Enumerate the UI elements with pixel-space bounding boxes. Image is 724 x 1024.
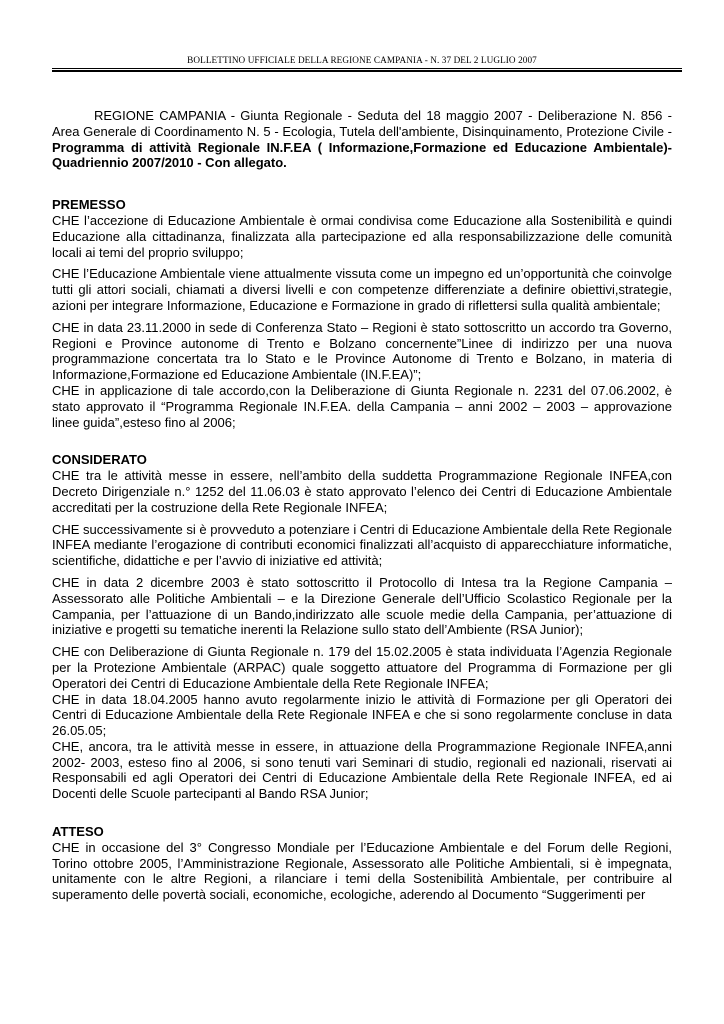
considerato-paragraph-4: CHE con Deliberazione di Giunta Regionale n. 179 del 15.02.2005 è stata individuata l’Agenzia Regionale per la Protezione Ambientale (ARPAC) quale soggetto attuatore del Programma di Formazione per gli Operatori dei Centri di Educazione Ambientale della Rete Regionale INFEA; [52, 644, 672, 691]
considerato-paragraph-3: CHE in data 2 dicembre 2003 è stato sottoscritto il Protocollo di Intesa tra la Regione Campania – Assessorato alle Politiche Ambientali – e la Direzione Generale dell’Ufficio Scolastico Regionale per la Campania, per l’attuazione di un Bando,indirizzato alle scuole medie della Campania, per’attuazione di iniziative e progetti su tematiche inerenti la Relazione sullo stato dell’Ambiente (RSA Junior); [52, 574, 672, 638]
considerato-paragraph-1: CHE tra le attività messe in essere, nell’ambito della suddetta Programmazione Regionale INFEA,con Decreto Dirigenziale n.° 1252 del 11.06.03 è stato approvato l’elenco dei Centri di Educazione Ambientale accreditati per la costruzione della Rete Regionale INFEA; [52, 468, 672, 515]
considerato-paragraph-2: CHE successivamente si è provveduto a potenziare i Centri di Educazione Ambientale della Rete Regionale INFEA mediante l’erogazione di contributi economici finalizzati all’acquisto di apparecchiature informatiche, scientifiche, didattiche e per l’avvio di iniziative ed attività; [52, 521, 673, 569]
intro-plain-text: REGIONE CAMPANIA - Giunta Regionale - Seduta del 18 maggio 2007 - Deliberazione N. 856 - Area Generale di Coordinamento N. 5 - Ecologia, Tutela dell'ambiente, Disinquinamento, Protezione Civile - [52, 108, 672, 139]
document-body [52, 108, 672, 903]
premesso-paragraph-2: CHE l’Educazione Ambientale viene attualmente vissuta come un impegno ed un’opportunità che coinvolge tutti gli attori sociali, chiamati a diversi livelli e con competenze differenziate a definire obiettivi,strategie, azioni per integrare Informazione, Educazione e Formazione in grado di riflettersi sulla qualità ambientale; [52, 266, 672, 313]
header-rule-thin [52, 68, 682, 69]
heading-premesso: PREMESSO [52, 197, 126, 213]
running-head: BOLLETTINO UFFICIALE DELLA REGIONE CAMPANIA - N. 37 DEL 2 LUGLIO 2007 [187, 55, 537, 65]
premesso-paragraph-1: CHE l’accezione di Educazione Ambientale è ormai condivisa come Educazione alla Sostenibilità e quindi Educazione alla cittadinanza, finalizzata alla partecipazione ed alla responsabilizzazione delle comunità locali ai temi del proprio sviluppo; [52, 212, 672, 260]
considerato-paragraph-6: CHE, ancora, tra le attività messe in essere, in attuazione della Programmazione Regionale INFEA,anni 2002- 2003, esteso fino al 2006, si sono tenuti vari Seminari di studio, regionali ed nazionali, riservati ai Responsabili ed agli Operatori dei Centri di Educazione Ambientale della Rete Regionale INFEA, ed ai Docenti delle Scuole partecipanti al Bando RSA Junior; [52, 738, 672, 802]
heading-atteso: ATTESO [52, 824, 104, 840]
considerato-paragraph-5: CHE in data 18.04.2005 hanno avuto regolarmente inizio le attività di Formazione per gli Operatori dei Centri di Educazione Ambientale della Rete Regionale INFEA e che si sono regolarmente concluse in data 26.05.05; [52, 691, 672, 739]
intro-paragraph [52, 108, 672, 171]
premesso-paragraph-4: CHE in applicazione di tale accordo,con la Deliberazione di Giunta Regionale n. 2231 del 07.06.2002, è stato approvato il “Programma Regionale IN.F.EA. della Campania – anni 2002 – 2003 – approvazione linee guida”,esteso fino al 2006; [52, 382, 672, 430]
intro-bold-title: Programma di attività Regionale IN.F.EA ( Informazione,Formazione ed Educazione Ambientale)- Quadriennio 2007/2010 - Con allegato. [52, 139, 672, 171]
premesso-paragraph-3: CHE in data 23.11.2000 in sede di Conferenza Stato – Regioni è stato sottoscritto un accordo tra Governo, Regioni e Province autonome di Trento e Bolzano concernente”Linee di indirizzo per una nuova programmazione concertata tra lo Stato e le Province Autonome di Trento e Bolzano, in materia di Informazione,Formazione ed Educazione Ambientale (IN.F.EA)”; [52, 319, 672, 383]
header-rule-thick [52, 70, 682, 72]
heading-considerato: CONSIDERATO [52, 452, 147, 468]
atteso-paragraph-1: CHE in occasione del 3° Congresso Mondiale per l’Educazione Ambientale e del Forum delle Regioni, Torino ottobre 2005, l’Amministrazione Regionale, Assessorato alle Politiche Ambientali, si è impegnata, unitamente con le altre Regioni, a rilanciare i temi della Sostenibilità Ambientale, per contribuire al superamento delle povertà sociali, economiche, ecologiche, aderendo al Documento “Suggerimenti per [52, 839, 672, 903]
